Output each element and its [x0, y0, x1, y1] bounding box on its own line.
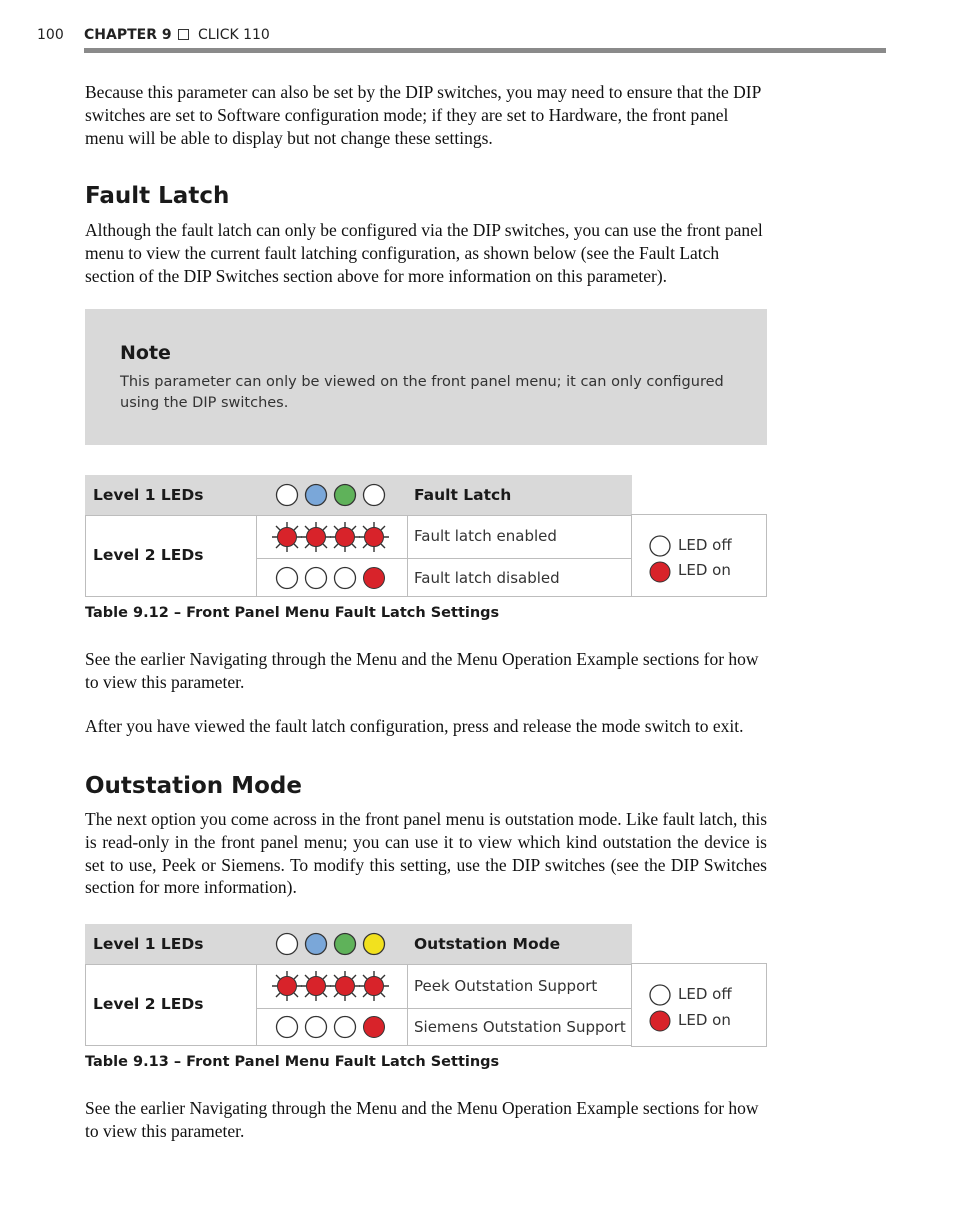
- row-label: Fault latch enabled: [414, 527, 557, 545]
- table2-caption: Table 9.13 – Front Panel Menu Fault Latch Settings: [85, 1054, 500, 1070]
- note-title: Note: [120, 342, 171, 364]
- legend-off-label: LED off: [678, 536, 732, 554]
- led-white-icon: [277, 485, 298, 506]
- fault-latch-paragraph: Although the fault latch can only be configured via the DIP switches, you can use the front panel menu to view the current fault latching configuration, as shown below (see the Fault Latch section of the DIP Switches section above for more information on this parameter).: [85, 220, 763, 286]
- led-green-icon: [335, 485, 356, 506]
- legend-led-off-icon: [648, 983, 672, 1007]
- final-paragraph: See the earlier Navigating through the Menu and the Menu Operation Example sections for how to view this parameter.: [85, 1098, 759, 1141]
- led-white-icon: [277, 934, 298, 955]
- table-header-title: Fault Latch: [414, 486, 512, 504]
- led-flashing-icon: [272, 522, 302, 552]
- level1-label: Level 1 LEDs: [93, 935, 204, 953]
- navigate-paragraph: See the earlier Navigating through the Menu and the Menu Operation Example sections for how to view this parameter.: [85, 649, 759, 692]
- led-flashing-icon: [359, 971, 389, 1001]
- outstation-paragraph: The next option you come across in the front panel menu is outstation mode. Like fault latch, this is read-only in the front panel menu; you can use it to view which kind outstation the device is set to use, Peek or Siemens. To modify this setting, use the DIP switches (see the DIP Switches section for more information).: [85, 809, 767, 898]
- led-yellow-icon: [364, 934, 385, 955]
- level1-label: Level 1 LEDs: [93, 486, 204, 504]
- led-flashing-icon: [301, 522, 331, 552]
- led-on-icon: [364, 1017, 385, 1038]
- fault-latch-heading: Fault Latch: [85, 183, 230, 209]
- level2-label: Level 2 LEDs: [93, 995, 204, 1013]
- intro-paragraph: Because this parameter can also be set by the DIP switches, you may need to ensure that the DIP switches are set to Software configuration mode; if they are set to Hardware, the front panel menu will be able to display but not change these settings.: [85, 82, 761, 148]
- row-label: Peek Outstation Support: [414, 977, 598, 995]
- led-white-icon: [364, 485, 385, 506]
- note-text: This parameter can only be viewed on the front panel menu; it can only configured using the DIP switches.: [120, 374, 724, 411]
- table-header-title: Outstation Mode: [414, 935, 561, 953]
- header-rule: [84, 48, 886, 53]
- legend-on-label: LED on: [678, 561, 731, 579]
- row-label: Fault latch disabled: [414, 569, 560, 587]
- legend-led-on-icon: [648, 1009, 672, 1033]
- led-flashing-icon: [330, 971, 360, 1001]
- legend-led-off-icon: [648, 534, 672, 558]
- flashing-leds: [270, 969, 392, 1003]
- row-label: Siemens Outstation Support: [414, 1018, 626, 1036]
- exit-paragraph: After you have viewed the fault latch configuration, press and release the mode switch to exit.: [85, 716, 744, 736]
- led-flashing-icon: [272, 971, 302, 1001]
- siemens-leds: [274, 1014, 390, 1040]
- level1-leds: [274, 482, 390, 508]
- legend-on-label: LED on: [678, 1011, 731, 1029]
- level1-leds: [274, 931, 390, 957]
- led-flashing-icon: [359, 522, 389, 552]
- led-off-icon: [277, 1017, 298, 1038]
- led-flashing-icon: [301, 971, 331, 1001]
- led-off-icon: [306, 568, 327, 589]
- legend-led-on-icon: [648, 560, 672, 584]
- led-blue-icon: [306, 934, 327, 955]
- led-off-icon: [306, 1017, 327, 1038]
- led-green-icon: [335, 934, 356, 955]
- outstation-heading: Outstation Mode: [85, 773, 302, 799]
- flashing-leds: [270, 520, 392, 554]
- legend-off-label: LED off: [678, 985, 732, 1003]
- chapter-title: CLICK 110: [198, 27, 270, 43]
- led-blue-icon: [306, 485, 327, 506]
- led-on-icon: [364, 568, 385, 589]
- disabled-leds: [274, 565, 390, 591]
- chapter-label: CHAPTER 9: [84, 27, 172, 43]
- led-flashing-icon: [330, 522, 360, 552]
- led-off-icon: [335, 1017, 356, 1038]
- led-off-icon: [277, 568, 298, 589]
- level2-label: Level 2 LEDs: [93, 546, 204, 564]
- led-off-icon: [335, 568, 356, 589]
- chapter-separator-box-icon: [178, 29, 189, 40]
- page-number: 100: [37, 27, 64, 43]
- table1-caption: Table 9.12 – Front Panel Menu Fault Latch Settings: [85, 605, 500, 621]
